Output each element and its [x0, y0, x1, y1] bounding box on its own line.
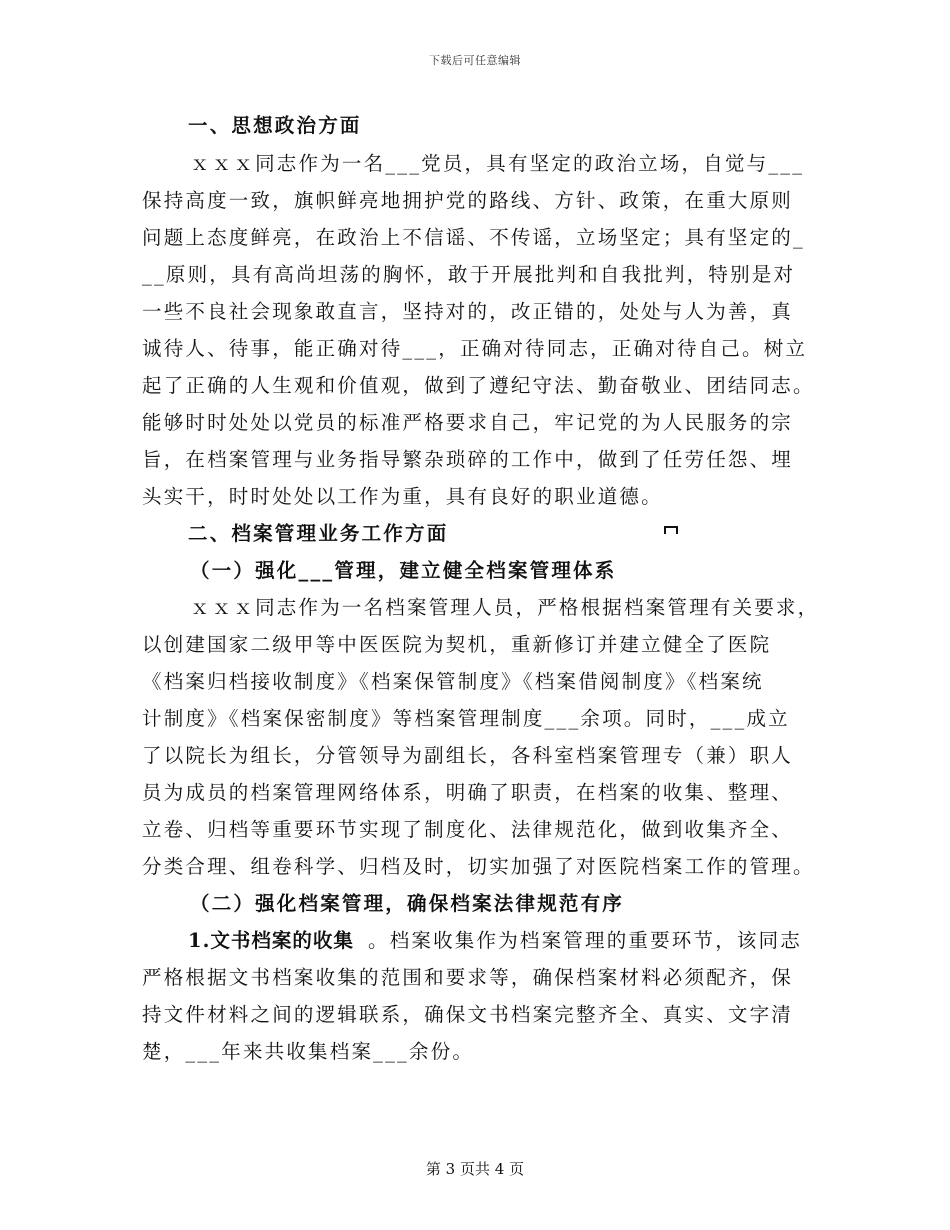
- paragraph-line: 以创建国家二级甲等中医医院为契机，重新修订并建立健全了医院: [142, 633, 772, 656]
- subsection-heading-2: （二）强化档案管理，确保档案法律规范有序: [190, 892, 625, 915]
- paragraph-line: 严格根据文书档案收集的范围和要求等，确保档案材料必须配齐，保: [142, 966, 794, 989]
- paragraph-line: 了以院长为组长，分管领导为副组长，各科室档案管理专（兼）职人: [142, 744, 794, 767]
- page-footer: 第 3 页共 4 页: [425, 1160, 525, 1178]
- paragraph-line: ｘｘｘ同志作为一名___党员，具有坚定的政治立场，自觉与___: [190, 152, 805, 175]
- paragraph-line: 能够时时处处以党员的标准严格要求自己，牢记党的为人民服务的宗: [142, 411, 794, 434]
- paragraph-line: 分类合理、组卷科学、归档及时，切实加强了对医院档案工作的管理。: [142, 855, 815, 878]
- paragraph-line: 保持高度一致，旗帜鲜亮地拥护党的路线、方针、政策，在重大原则: [142, 189, 794, 212]
- section-heading-2: 二、档案管理业务工作方面: [188, 522, 449, 545]
- paragraph-line: 楚，___年来共收集档案___余份。: [142, 1040, 475, 1063]
- paragraph-line: 持文件材料之间的逻辑联系，确保文书档案完整齐全、真实、文字清: [142, 1003, 794, 1026]
- paragraph-line: 旨，在档案管理与业务指导繁杂琐碎的工作中，做到了任劳任怨、埋: [142, 448, 794, 471]
- paragraph-line: ｘｘｘ同志作为一名档案管理人员，严格根据档案管理有关要求，: [190, 596, 820, 619]
- paragraph-line: 诚待人、待事，能正确对待___，正确对待同志，正确对待自己。树立: [142, 337, 808, 360]
- item-title: 1.文书档案的收集: [188, 929, 354, 952]
- paragraph-line: 一些不良社会现象敢直言，坚持对的，改正错的，处处与人为善，真: [142, 300, 794, 323]
- paragraph-line: 立卷、归档等重要环节实现了制度化、法律规范化，做到收集齐全、: [142, 818, 794, 841]
- paragraph-line: 员为成员的档案管理网络体系，明确了职责，在档案的收集、整理、: [142, 781, 794, 804]
- paragraph-line: 起了正确的人生观和价值观，做到了遵纪守法、勤奋敬业、团结同志。: [142, 374, 815, 397]
- paragraph-line: 问题上态度鲜亮，在政治上不信谣、不传谣，立场坚定；具有坚定的_: [142, 226, 805, 249]
- page-header: 下载后可任意编辑: [429, 54, 521, 67]
- paragraph-line: 计制度》《档案保密制度》等档案管理制度___余项。同时，___成立: [142, 707, 790, 730]
- paragraph-line: 《档案归档接收制度》《档案保管制度》《档案借阅制度》《档案统: [142, 670, 764, 693]
- paragraph-line: 。档案收集作为档案管理的重要环节，该同志: [368, 929, 803, 952]
- subsection-heading-1: （一）强化___管理，建立健全档案管理体系: [190, 559, 617, 582]
- section-heading-1: 一、思想政治方面: [188, 114, 362, 137]
- paragraph-line: __原则，具有高尚坦荡的胸怀，敢于开展批判和自我批判，特别是对: [142, 263, 796, 286]
- paragraph-line: 头实干，时时处处以工作为重，具有良好的职业道德。: [142, 485, 663, 508]
